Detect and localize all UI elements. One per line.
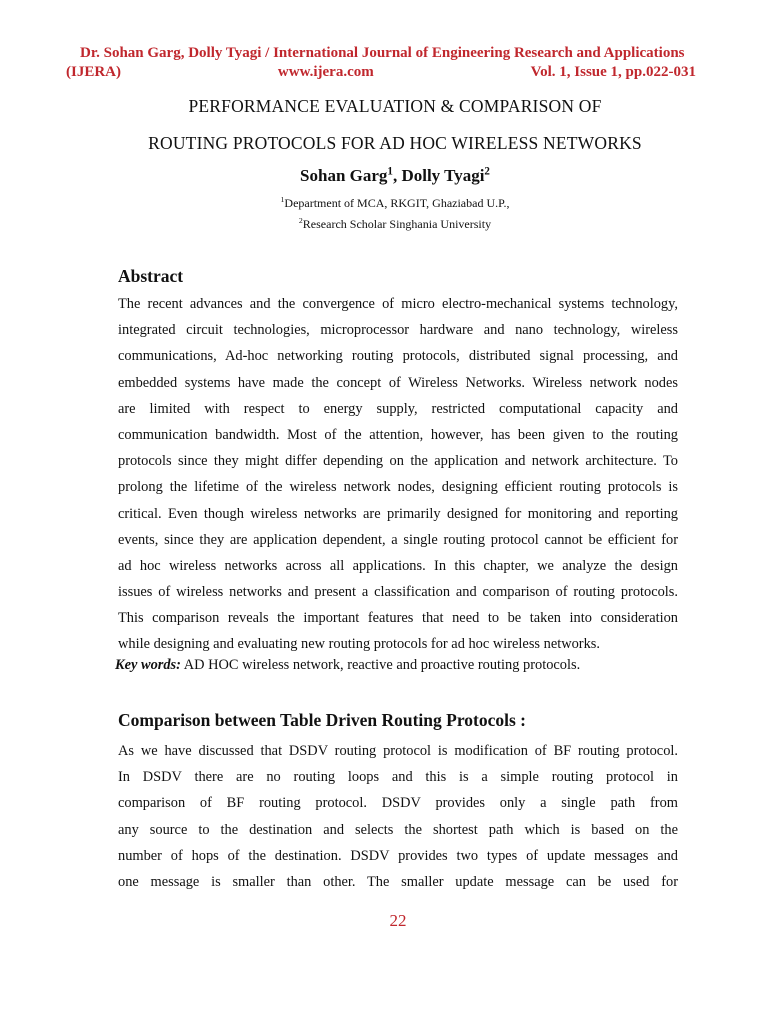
section-line: number of hops of the destination. DSDV provides two types of update messages and (118, 847, 678, 864)
page-number: 22 (389, 911, 407, 930)
abstract-heading: Abstract (118, 266, 184, 286)
abstract-line: embedded systems have made the concept of Wireless Networks. Wireless network nodes (118, 374, 678, 391)
section-line: In DSDV there are no routing loops and this is a simple routing protocol in (118, 769, 678, 786)
abstract-line: integrated circuit technologies, microprocessor hardware and nano technology, wireless (118, 322, 678, 339)
header-authors-journal: Dr. Sohan Garg, Dolly Tyagi / International Journal of Engineering Research and Applications (80, 45, 685, 61)
section-line: any source to the destination and selects the shortest path which is based on the (118, 821, 678, 838)
abstract-line: communication bandwidth. Most of the attention, however, has been given to the routing (118, 426, 678, 443)
journal-abbrev: (IJERA) (66, 64, 121, 80)
section-body (118, 738, 678, 895)
author-separator: , (392, 166, 402, 185)
journal-header (66, 44, 696, 82)
abstract-line: issues of wireless networks and present a classification and comparison of routing protocols. (118, 584, 678, 601)
abstract-line: critical. Even though wireless networks are primarily designed for monitoring and reporting (118, 505, 678, 522)
affiliation-text: Department of MCA, RKGIT, Ghaziabad U.P., (284, 196, 510, 210)
abstract-line: ad hoc wireless networks across all applications. In this chapter, we analyze the design (118, 557, 678, 574)
affiliation (80, 217, 710, 232)
affiliation (80, 196, 710, 211)
section-line: one message is smaller than other. The smaller update message can be used for (118, 873, 678, 890)
journal-website: www.ijera.com (277, 64, 374, 80)
affiliation-marker: 2 (484, 165, 490, 178)
section-line: comparison of BF routing protocol. DSDV provides only a single path from (118, 795, 678, 812)
affiliation-marker: 1 (280, 195, 285, 204)
paper-title-line-2: ROUTING PROTOCOLS FOR AD HOC WIRELESS NETWORKS (148, 133, 642, 153)
affiliation-text: Research Scholar Singhania University (302, 217, 492, 231)
abstract-line: communications, Ad-hoc networking routing protocols, distributed signal processing, and (118, 348, 678, 365)
author-list (80, 166, 710, 186)
affiliation-marker: 2 (298, 216, 303, 225)
abstract-line: protocols since they might differ depending on the application and network architecture. To (118, 453, 678, 470)
keywords (115, 657, 580, 674)
keywords-text: AD HOC wireless network, reactive and proactive routing protocols. (180, 657, 581, 673)
author-name: Dolly Tyagi (401, 166, 485, 185)
section-heading: Comparison between Table Driven Routing Protocols : (118, 710, 527, 730)
header-info-row (66, 63, 696, 82)
paper-title-line-1: PERFORMANCE EVALUATION & COMPARISON OF (188, 96, 602, 116)
abstract-line: are limited with respect to energy supply, restricted computational capacity and (118, 400, 678, 417)
abstract-line: This comparison reveals the important features that need to be taken into consideration (118, 610, 678, 627)
abstract-body (118, 291, 678, 658)
journal-volume: Vol. 1, Issue 1, pp.022-031 (530, 64, 696, 80)
abstract-line: events, since they are application dependent, a single routing protocol cannot be efficient for (118, 531, 678, 548)
keywords-label: Key words: (115, 657, 181, 673)
section-line: As we have discussed that DSDV routing protocol is modification of BF routing protocol. (118, 743, 678, 759)
author-name: Sohan Garg (300, 166, 388, 185)
abstract-line: The recent advances and the convergence of micro electro-mechanical systems technology, (118, 296, 678, 312)
abstract-line: while designing and evaluating new routing protocols for ad hoc wireless networks. (118, 636, 600, 653)
affiliation-marker: 1 (387, 165, 393, 178)
abstract-line: prolong the lifetime of the wireless network nodes, designing efficient routing protocols is (118, 479, 678, 496)
